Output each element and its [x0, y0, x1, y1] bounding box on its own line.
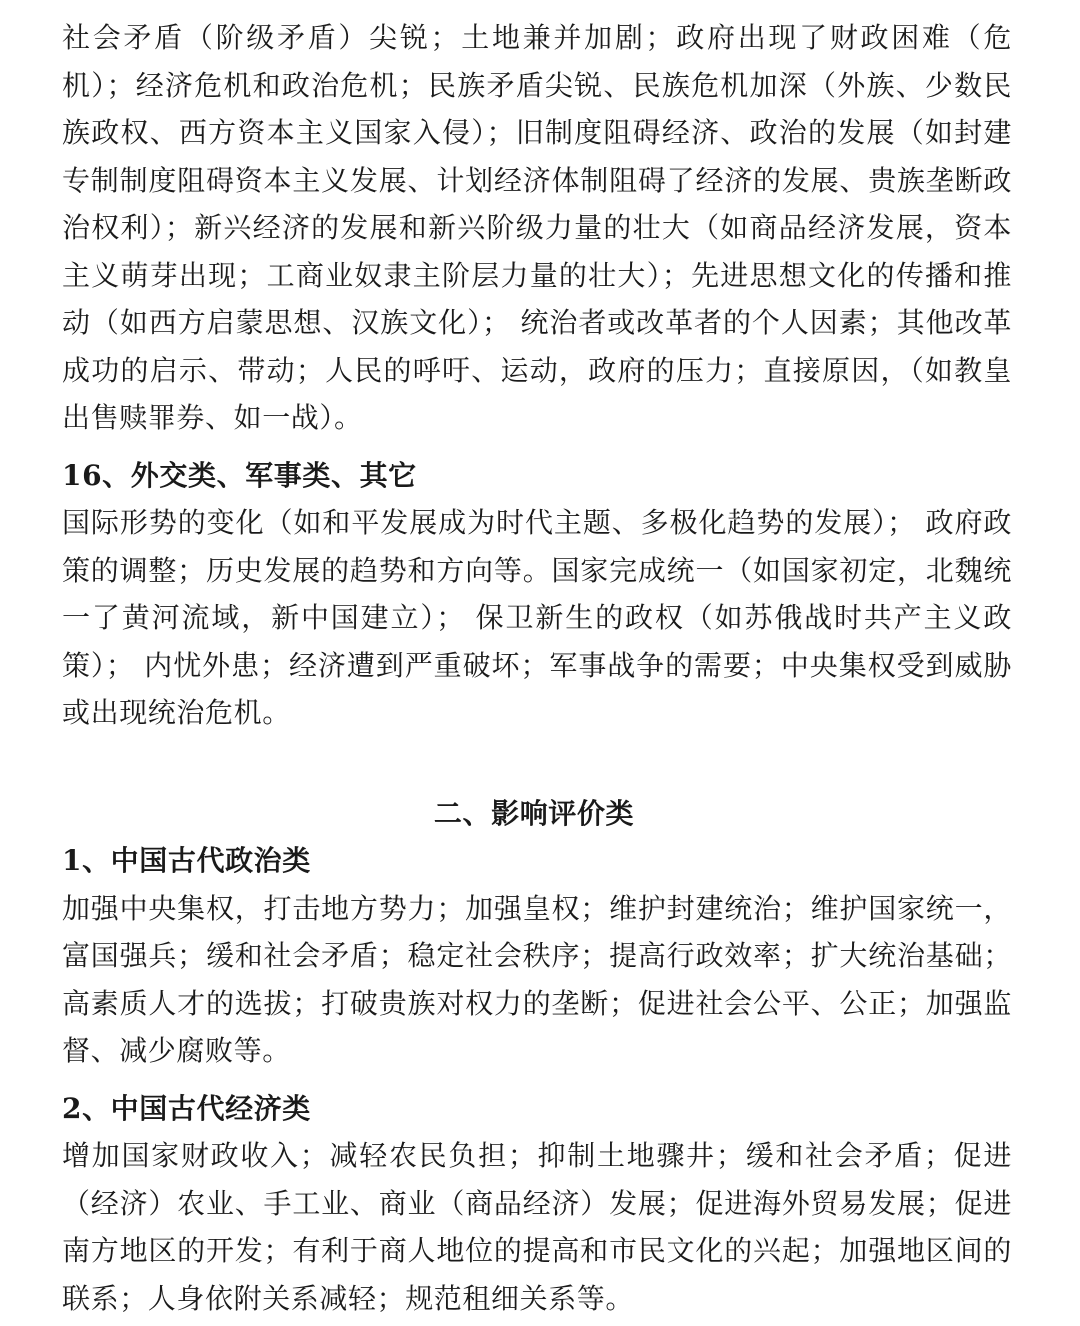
section-16-heading: 16、外交类、军事类、其它 — [62, 458, 417, 492]
item-2-heading: 2、中国古代经济类 — [62, 1091, 311, 1125]
item-1-body: 加强中央集权，打击地方势力；加强皇权；维护封建统治；维护国家统一，富国强兵；缓和社会矛盾；稳定社会秩序；提高行政效率；扩大统治基础；高素质人才的选拔；打破贵族对权力的垄断；促进社会公平、公正；加强监督、减少腐败等。 — [62, 891, 1012, 1067]
part-2-title: 二、影响评价类 — [433, 796, 635, 830]
spacer — [62, 442, 1012, 452]
spacer — [62, 737, 1012, 790]
document-page — [62, 14, 1012, 1322]
spacer — [62, 1075, 1012, 1085]
item-2-body: 增加国家财政收入；减轻农民负担；抑制土地骤井；缓和社会矛盾；促进（经济）农业、手工业、商业（商品经济）发展；促进海外贸易发展；促进南方地区的开发；有利于商人地位的提高和市民文化的兴起；加强地区间的联系；人身依附关系减轻；规范租细关系等。 — [62, 1139, 1012, 1315]
continued-paragraph: 社会矛盾（阶级矛盾）尖锐；土地兼并加剧；政府出现了财政困难（危机）；经济危机和政治危机；民族矛盾尖锐、民族危机加深（外族、少数民族政权、西方资本主义国家入侵）；旧制度阻碍经济、政治的发展（如封建专制制度阻碍资本主义发展、计划经济体制阻碍了经济的发展、贵族垄断政治权利）；新兴经济的发展和新兴阶级力量的壮大（如商品经济发展，资本主义萌芽出现；工商业奴隶主阶层力量的壮大）；先进思想文化的传播和推动（如西方启蒙思想、汉族文化）； 统治者或改革者的个人因素；其他改革成功的启示、带动；人民的呼吁、运动，政府的压力；直接原因，（如教皇出售赎罪券、如一战）。 — [62, 21, 1012, 434]
section-16-body: 国际形势的变化（如和平发展成为时代主题、多极化趋势的发展）； 政府政策的调整；历史发展的趋势和方向等。国家完成统一（如国家初定，北魏统一了黄河流域，新中国建立）； 保卫新生的政权（如苏俄战时共产主义政策）； 内忧外患；经济遭到严重破坏；军事战争的需要；中央集权受到威胁或出现统治危机。 — [62, 506, 1012, 729]
item-1-heading: 1、中国古代政治类 — [62, 844, 311, 877]
